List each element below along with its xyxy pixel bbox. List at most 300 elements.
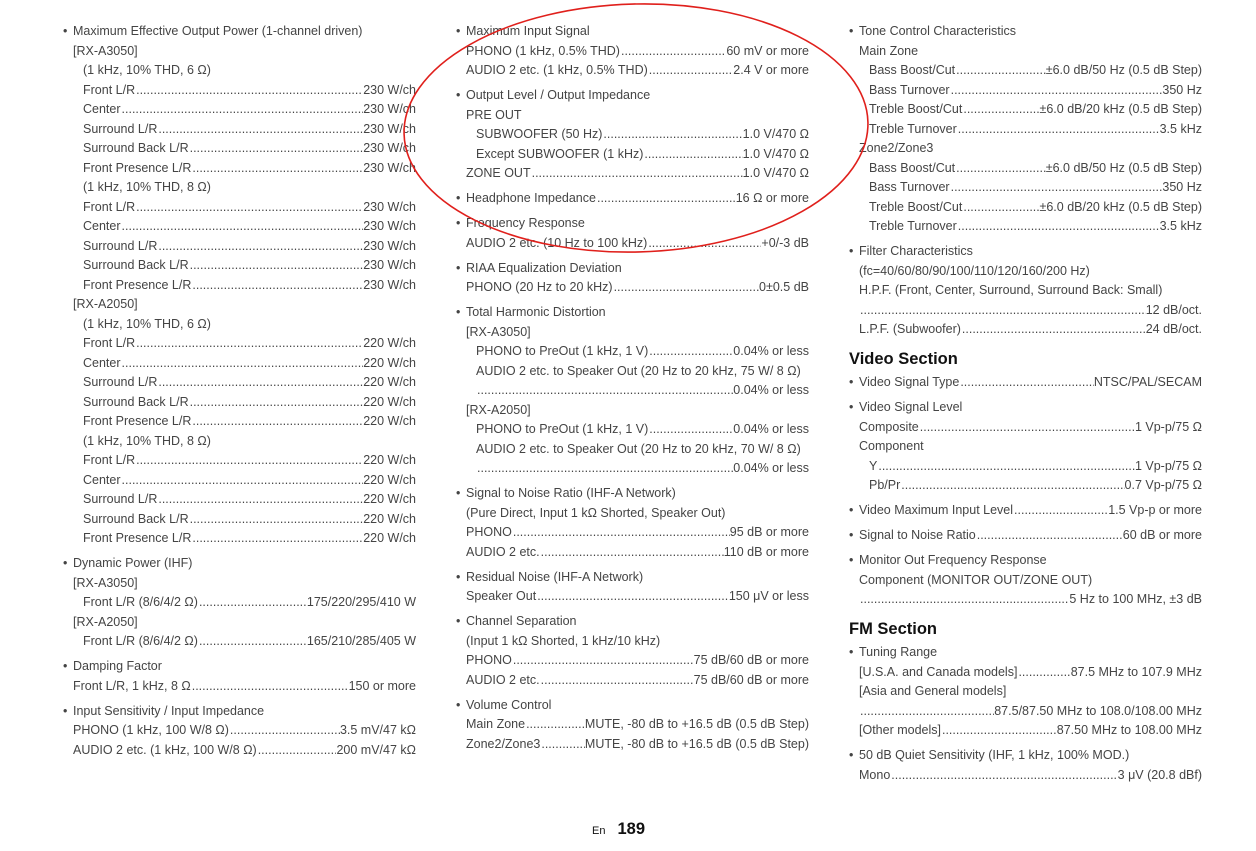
spec-value: 220 W/ch — [363, 414, 416, 428]
spec-value: NTSC/PAL/SECAM — [1093, 375, 1202, 389]
spec-label: Center — [83, 102, 121, 116]
spec-value: 1.0 V/470 Ω — [742, 127, 809, 141]
spec-line — [849, 571, 1202, 591]
spec-label: Signal to Noise Ratio — [859, 528, 976, 542]
spec-value: 0.7 Vp-p/75 Ω — [1124, 478, 1202, 492]
spec-value: ±6.0 dB/20 kHz (0.5 dB Step) — [1039, 199, 1202, 214]
spec-line — [849, 100, 1202, 120]
spec-label: Main Zone — [859, 43, 919, 58]
dot-leader — [476, 381, 733, 401]
bullet-icon: • — [63, 703, 68, 718]
spec-line — [63, 613, 416, 633]
spec-value: 3.5 mV/47 kΩ — [339, 723, 416, 737]
spec-label: Front L/R — [83, 453, 136, 467]
spec-label: Surround L/R — [83, 121, 158, 136]
spec-value: 60 mV or more — [726, 43, 809, 58]
spec-line — [63, 61, 416, 81]
spec-label: AUDIO 2 etc. to Speaker Out (20 Hz to 20 kHz, 75 W/ 8 Ω) — [476, 363, 801, 378]
spec-label: [RX-A2050] — [73, 297, 138, 311]
spec-line — [849, 721, 1202, 741]
spec-line — [456, 587, 809, 607]
spec-label: Input Sensitivity / Input Impedance — [73, 703, 265, 718]
spec-label: Maximum Effective Output Power (1-channel driven) — [73, 24, 363, 38]
spec-value: 230 W/ch — [363, 121, 416, 136]
spec-label: Except SUBWOOFER (1 kHz) — [476, 146, 644, 161]
spec-line — [849, 217, 1202, 237]
spec-line — [456, 214, 809, 234]
dot-leader — [890, 766, 1117, 786]
spec-line — [456, 632, 809, 652]
spec-line — [849, 682, 1202, 702]
spec-label: Center — [83, 355, 121, 370]
spec-label: [RX-A2050] — [73, 614, 138, 629]
dot-leader — [536, 587, 729, 607]
spec-section — [63, 22, 416, 549]
spec-label: PRE OUT — [466, 107, 522, 122]
dot-leader — [135, 334, 363, 354]
spec-section — [456, 86, 809, 184]
spec-line — [456, 381, 809, 401]
spec-section — [849, 398, 1202, 496]
spec-label: Front L/R (8/6/4/2 Ω) — [83, 634, 198, 648]
spec-line — [456, 696, 809, 716]
spec-value: 0.04% or less — [733, 344, 809, 358]
spec-section — [456, 22, 809, 81]
spec-line — [63, 632, 416, 652]
spec-section — [456, 696, 809, 755]
dot-leader — [191, 677, 349, 697]
spec-line — [456, 189, 809, 209]
spec-label: Tone Control Characteristics — [859, 24, 1017, 38]
spec-value: 350 Hz — [1162, 180, 1202, 194]
spec-label: AUDIO 2 etc. to Speaker Out (20 Hz to 20 kHz, 70 W/ 8 Ω) — [476, 441, 801, 456]
spec-line — [849, 178, 1202, 198]
spec-value: 60 dB or more — [1122, 528, 1202, 542]
spec-section — [849, 526, 1202, 546]
spec-line — [849, 501, 1202, 521]
spec-label: Composite — [859, 419, 919, 434]
spec-value: 12 dB/oct. — [1145, 302, 1202, 317]
spec-line — [63, 593, 416, 613]
bullet-icon: • — [456, 24, 461, 38]
spec-line — [456, 484, 809, 504]
page-footer — [592, 820, 645, 839]
bullet-icon: • — [849, 528, 854, 542]
spec-line — [63, 334, 416, 354]
spec-label: AUDIO 2 etc. — [466, 544, 540, 559]
spec-value: ±6.0 dB/50 Hz (0.5 dB Step) — [1045, 63, 1202, 77]
spec-value: 0.04% or less — [733, 461, 809, 475]
spec-line — [63, 677, 416, 697]
spec-line — [849, 526, 1202, 546]
spec-value: 165/210/285/405 W — [306, 634, 416, 648]
dot-leader — [189, 256, 364, 276]
dot-leader — [191, 159, 363, 179]
spec-section — [456, 303, 809, 479]
spec-label: (Pure Direct, Input 1 kΩ Shorted, Speaker Out) — [466, 505, 726, 520]
dot-leader — [877, 457, 1135, 477]
spec-line — [63, 276, 416, 296]
section-heading: FM Section — [849, 620, 938, 638]
spec-label: Tuning Range — [859, 645, 938, 659]
spec-label: Surround Back L/R — [83, 511, 189, 526]
spec-label: Front L/R — [83, 336, 136, 350]
spec-label: Channel Separation — [466, 614, 577, 628]
dot-leader — [540, 671, 694, 691]
spec-line — [63, 139, 416, 159]
bullet-icon: • — [849, 24, 854, 38]
spec-label: AUDIO 2 etc. (10 Hz to 100 kHz) — [466, 235, 648, 250]
spec-value: 175/220/295/410 W — [306, 595, 416, 609]
spec-label: Damping Factor — [73, 659, 162, 673]
spec-label: Front L/R — [83, 82, 136, 97]
spec-value: 1 Vp-p/75 Ω — [1134, 419, 1202, 434]
spec-column-3 — [849, 22, 1202, 791]
spec-label: PHONO (1 kHz, 0.5% THD) — [466, 43, 620, 58]
spec-line — [63, 217, 416, 237]
spec-label: PHONO (20 Hz to 20 kHz) — [466, 280, 613, 294]
spec-value: 220 W/ch — [363, 394, 416, 409]
spec-section — [849, 643, 1202, 741]
spec-section — [849, 551, 1202, 610]
bullet-icon: • — [849, 748, 854, 762]
spec-line — [456, 735, 809, 755]
bullet-icon: • — [456, 486, 461, 500]
spec-section — [849, 746, 1202, 785]
spec-value: 16 Ω or more — [735, 191, 809, 205]
spec-line — [849, 398, 1202, 418]
dot-leader — [121, 354, 364, 374]
spec-label: (1 kHz, 10% THD, 6 Ω) — [83, 63, 211, 77]
spec-section — [456, 612, 809, 690]
spec-line — [456, 342, 809, 362]
spec-line — [456, 523, 809, 543]
dot-leader — [157, 373, 363, 393]
dot-leader — [135, 451, 363, 471]
spec-label: Video Maximum Input Level — [859, 503, 1014, 517]
spec-value: 220 W/ch — [363, 492, 416, 506]
spec-label: [RX-A3050] — [73, 43, 138, 58]
spec-label: L.P.F. (Subwoofer) — [859, 322, 961, 336]
spec-label: Surround Back L/R — [83, 258, 189, 272]
dot-leader — [540, 543, 724, 563]
spec-label: Surround Back L/R — [83, 394, 189, 409]
bullet-icon: • — [63, 556, 68, 570]
spec-label: Front L/R — [83, 199, 136, 214]
spec-section — [849, 501, 1202, 521]
spec-section — [63, 702, 416, 761]
spec-value: 230 W/ch — [363, 219, 416, 233]
spec-line — [63, 373, 416, 393]
spec-value: 230 W/ch — [363, 238, 416, 253]
dot-leader — [135, 198, 363, 218]
spec-line — [63, 159, 416, 179]
dot-leader — [525, 715, 585, 735]
spec-section — [456, 568, 809, 607]
spec-line — [849, 242, 1202, 262]
spec-label: Surround L/R — [83, 375, 158, 389]
spec-value: 1 Vp-p/75 Ω — [1134, 458, 1202, 473]
spec-label: PHONO — [466, 525, 512, 539]
spec-value: 350 Hz — [1162, 82, 1202, 97]
bullet-icon: • — [456, 569, 461, 584]
spec-section — [63, 554, 416, 652]
spec-line — [849, 643, 1202, 663]
spec-value: 24 dB/oct. — [1145, 322, 1202, 336]
spec-line — [849, 766, 1202, 786]
dot-leader — [859, 702, 994, 722]
spec-label: [RX-A2050] — [466, 402, 531, 417]
spec-line — [849, 702, 1202, 722]
dot-leader — [950, 81, 1163, 101]
dot-leader — [476, 459, 733, 479]
spec-value: 95 dB or more — [729, 525, 809, 539]
page-number: 189 — [617, 820, 645, 838]
spec-line — [849, 61, 1202, 81]
spec-label: Treble Turnover — [869, 121, 957, 136]
spec-value: 230 W/ch — [363, 277, 416, 292]
spec-line — [63, 315, 416, 335]
spec-label: [U.S.A. and Canada models] — [859, 664, 1018, 679]
spec-line — [456, 715, 809, 735]
spec-line — [63, 22, 416, 42]
spec-line — [849, 81, 1202, 101]
spec-label: Front Presence L/R — [83, 414, 192, 428]
spec-line — [63, 741, 416, 761]
dot-leader — [135, 81, 363, 101]
dot-leader — [189, 510, 364, 530]
spec-label: RIAA Equalization Deviation — [466, 260, 622, 275]
spec-line — [849, 281, 1202, 301]
dot-leader — [198, 593, 307, 613]
spec-line — [849, 437, 1202, 457]
spec-line — [63, 574, 416, 594]
spec-label: Component — [859, 439, 924, 453]
spec-line — [63, 529, 416, 549]
spec-line — [63, 120, 416, 140]
dot-leader — [961, 320, 1146, 340]
dot-leader — [229, 721, 340, 741]
spec-value: 1.0 V/470 Ω — [742, 166, 809, 180]
dot-leader — [512, 523, 730, 543]
spec-label: Front Presence L/R — [83, 531, 192, 545]
spec-line — [849, 746, 1202, 766]
spec-line — [456, 106, 809, 126]
dot-leader — [955, 61, 1046, 81]
dot-leader — [157, 490, 363, 510]
spec-section — [849, 242, 1202, 340]
spec-line — [63, 178, 416, 198]
bullet-icon: • — [63, 24, 68, 38]
spec-line — [849, 139, 1202, 159]
dot-leader — [962, 100, 1039, 120]
dot-leader — [198, 632, 307, 652]
spec-line — [63, 100, 416, 120]
dot-leader — [959, 373, 1094, 393]
dot-leader — [540, 735, 585, 755]
spec-label: AUDIO 2 etc. (1 kHz, 100 W/8 Ω) — [73, 742, 257, 757]
spec-value: 87.50 MHz to 108.00 MHz — [1056, 723, 1202, 737]
dot-leader — [976, 526, 1123, 546]
spec-value: 3 μV (20.8 dBf) — [1117, 767, 1202, 782]
spec-value: 230 W/ch — [363, 82, 416, 97]
spec-label: [RX-A3050] — [73, 575, 138, 590]
spec-value: 150 or more — [348, 678, 416, 693]
spec-label: Filter Characteristics — [859, 244, 973, 258]
spec-line — [849, 262, 1202, 282]
spec-value: 1.0 V/470 Ω — [742, 146, 809, 161]
spec-line — [456, 459, 809, 479]
spec-line — [456, 22, 809, 42]
dot-leader — [191, 529, 363, 549]
spec-line — [456, 259, 809, 279]
spec-label: ZONE OUT — [466, 166, 531, 180]
spec-label: Dynamic Power (IHF) — [73, 556, 193, 570]
spec-label: Main Zone — [466, 717, 526, 731]
dot-leader — [121, 217, 364, 237]
spec-section — [456, 259, 809, 298]
spec-value: 230 W/ch — [363, 102, 416, 116]
spec-label: Total Harmonic Distortion — [466, 305, 606, 319]
spec-label: Monitor Out Frequency Response — [859, 553, 1047, 567]
spec-value: 230 W/ch — [363, 258, 416, 272]
spec-value: 230 W/ch — [363, 160, 416, 175]
bullet-icon: • — [849, 645, 854, 659]
spec-line — [456, 671, 809, 691]
spec-label: (1 kHz, 10% THD, 8 Ω) — [83, 180, 211, 194]
spec-label: Frequency Response — [466, 216, 585, 230]
dot-leader — [121, 100, 364, 120]
spec-label: PHONO to PreOut (1 kHz, 1 V) — [476, 422, 649, 436]
spec-label: Treble Turnover — [869, 219, 957, 233]
dot-leader — [955, 159, 1046, 179]
spec-label: Bass Boost/Cut — [869, 63, 956, 77]
spec-column-1 — [63, 22, 416, 766]
spec-line — [63, 657, 416, 677]
spec-label: Front Presence L/R — [83, 277, 192, 292]
spec-label: [Asia and General models] — [859, 684, 1007, 698]
bullet-icon: • — [456, 88, 461, 102]
spec-line — [849, 551, 1202, 571]
bullet-icon: • — [456, 216, 461, 230]
spec-label: Surround L/R — [83, 492, 158, 506]
spec-value: 220 W/ch — [363, 375, 416, 389]
spec-value: 75 dB/60 dB or more — [693, 653, 809, 667]
spec-value: 230 W/ch — [363, 199, 416, 214]
spec-label: Bass Turnover — [869, 180, 950, 194]
spec-label: (1 kHz, 10% THD, 8 Ω) — [83, 433, 211, 448]
spec-label: Headphone Impedance — [466, 191, 596, 205]
spec-value: 220 W/ch — [363, 336, 416, 350]
spec-line — [63, 393, 416, 413]
spec-section — [63, 657, 416, 696]
spec-label: Front Presence L/R — [83, 160, 192, 175]
dot-leader — [512, 651, 694, 671]
spec-line — [849, 663, 1202, 683]
spec-value: 230 W/ch — [363, 141, 416, 155]
spec-line — [63, 490, 416, 510]
spec-label: Residual Noise (IHF-A Network) — [466, 569, 644, 584]
spec-value: ±6.0 dB/20 kHz (0.5 dB Step) — [1039, 102, 1202, 116]
spec-section — [456, 214, 809, 253]
dot-leader — [189, 393, 364, 413]
spec-line — [63, 510, 416, 530]
bullet-icon: • — [456, 697, 461, 712]
spec-line — [456, 420, 809, 440]
dot-leader — [643, 145, 742, 165]
spec-value: 87.5 MHz to 107.9 MHz — [1070, 664, 1202, 679]
spec-label: Maximum Input Signal — [466, 24, 590, 38]
dot-leader — [859, 301, 1146, 321]
spec-line — [849, 320, 1202, 340]
spec-value: 75 dB/60 dB or more — [693, 672, 809, 687]
spec-label: Surround Back L/R — [83, 141, 189, 155]
bullet-icon: • — [456, 191, 461, 205]
spec-line — [849, 590, 1202, 610]
spec-value: 200 mV/47 kΩ — [336, 742, 416, 757]
spec-label: Center — [83, 472, 121, 487]
spec-label: (Input 1 kΩ Shorted, 1 kHz/10 kHz) — [466, 633, 661, 648]
spec-label: Treble Boost/Cut — [869, 102, 963, 116]
spec-line — [849, 418, 1202, 438]
spec-line — [456, 612, 809, 632]
spec-line — [456, 504, 809, 524]
spec-value: 220 W/ch — [363, 531, 416, 545]
spec-label: Front L/R (8/6/4/2 Ω) — [83, 595, 198, 609]
dot-leader — [1017, 663, 1070, 683]
spec-value: ±6.0 dB/50 Hz (0.5 dB Step) — [1045, 160, 1202, 175]
spec-label: 50 dB Quiet Sensitivity (IHF, 1 kHz, 100% MOD.) — [859, 748, 1130, 762]
dot-leader — [1013, 501, 1108, 521]
spec-line — [456, 61, 809, 81]
spec-label: Treble Boost/Cut — [869, 199, 963, 214]
spec-line — [849, 22, 1202, 42]
bullet-icon: • — [849, 375, 854, 389]
spec-line — [63, 471, 416, 491]
spec-value: 220 W/ch — [363, 453, 416, 467]
section-heading: Video Section — [849, 350, 958, 368]
spec-line — [63, 81, 416, 101]
spec-label: PHONO (1 kHz, 100 W/8 Ω) — [73, 723, 229, 737]
spec-value: 220 W/ch — [363, 355, 416, 370]
spec-label: Surround L/R — [83, 238, 158, 253]
spec-label: Speaker Out — [466, 589, 537, 603]
dot-leader — [950, 178, 1163, 198]
spec-label: Volume Control — [466, 697, 552, 712]
spec-line — [63, 554, 416, 574]
dot-leader — [962, 198, 1039, 218]
spec-line — [63, 432, 416, 452]
spec-value: 110 dB or more — [723, 544, 809, 559]
spec-section — [456, 189, 809, 209]
spec-line — [849, 120, 1202, 140]
spec-line — [456, 42, 809, 62]
dot-leader — [859, 590, 1069, 610]
spec-value: 0±0.5 dB — [759, 280, 809, 294]
bullet-icon: • — [849, 400, 854, 414]
spec-line — [456, 651, 809, 671]
dot-leader — [191, 276, 363, 296]
spec-label: [Other models] — [859, 723, 941, 737]
spec-column-2 — [456, 22, 809, 760]
spec-label: H.P.F. (Front, Center, Surround, Surround Back: Small) — [859, 283, 1163, 297]
spec-value: 150 μV or less — [728, 589, 809, 603]
dot-leader — [648, 61, 734, 81]
dot-leader — [957, 120, 1160, 140]
spec-line — [63, 295, 416, 315]
spec-label: Video Signal Type — [859, 375, 960, 389]
spec-value: MUTE, -80 dB to +16.5 dB (0.5 dB Step) — [584, 736, 809, 751]
